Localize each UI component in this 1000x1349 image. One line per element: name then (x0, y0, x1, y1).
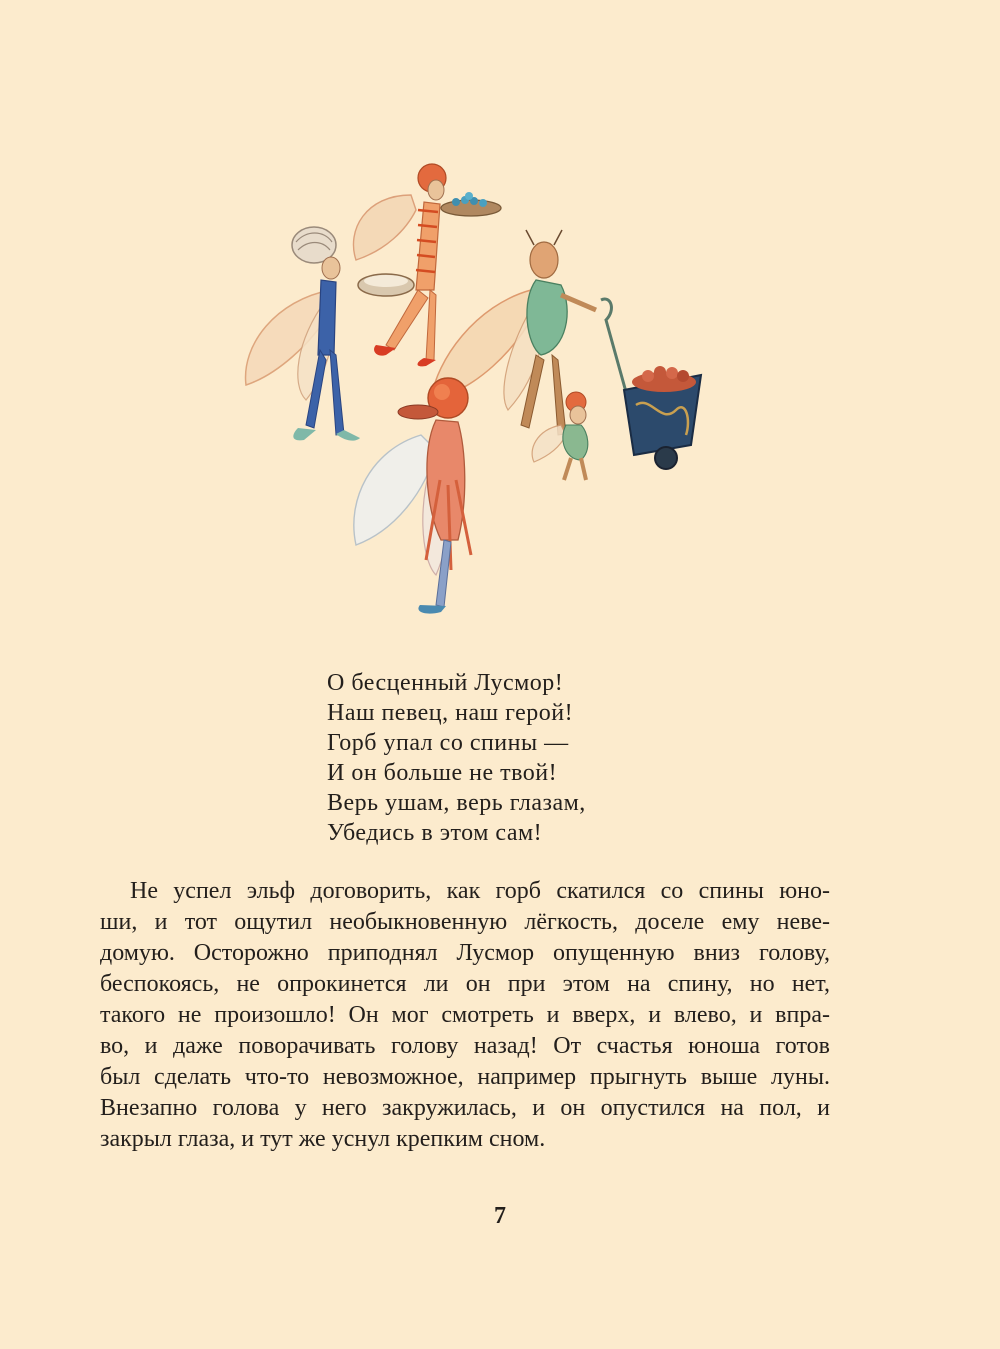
poem-line: Верь ушам, верь глазам, (327, 790, 586, 816)
paragraph-line: закрыл глаза, и тут же уснул крепким сном. (100, 1126, 546, 1152)
paragraph-line: Не успел эльф договорить, как горб скатился со спины юно- (130, 878, 830, 904)
paragraph-line: беспокоясь, не опрокинется ли он при этом на спину, но нет, (100, 971, 830, 997)
paragraph-line: был сделать что-то невозможное, например прыгнуть выше луны. (100, 1064, 830, 1090)
elves-illustration (236, 150, 716, 635)
paragraph-line: Внезапно голова у него закружилась, и он опустился на пол, и (100, 1095, 830, 1121)
orange-elf-figure (354, 378, 471, 614)
paragraph-line: такого не произошло! Он мог смотреть и вверх, и влево, и впра- (100, 1002, 830, 1028)
poem-verse (327, 668, 586, 848)
body-paragraph (100, 876, 830, 1155)
poem-line: Наш певец, наш герой! (327, 700, 574, 726)
paragraph-line: во, и даже поворачивать голову назад! От счастья юноша готов (100, 1033, 830, 1059)
paragraph-line: ши, и тот ощутил необыкновенную лёгкость, доселе ему неве- (100, 909, 830, 935)
paragraph-line: домую. Осторожно приподнял Лусмор опущенную вниз голову, (100, 940, 830, 966)
blue-elf-figure (246, 227, 414, 441)
page-number: 7 (494, 1203, 506, 1229)
poem-line: Горб упал со спины — (327, 730, 569, 756)
poem-line: И он больше не твой! (327, 760, 558, 786)
poem-line: Убедись в этом сам! (327, 820, 543, 846)
poem-line: О бесценный Лусмор! (327, 670, 564, 696)
